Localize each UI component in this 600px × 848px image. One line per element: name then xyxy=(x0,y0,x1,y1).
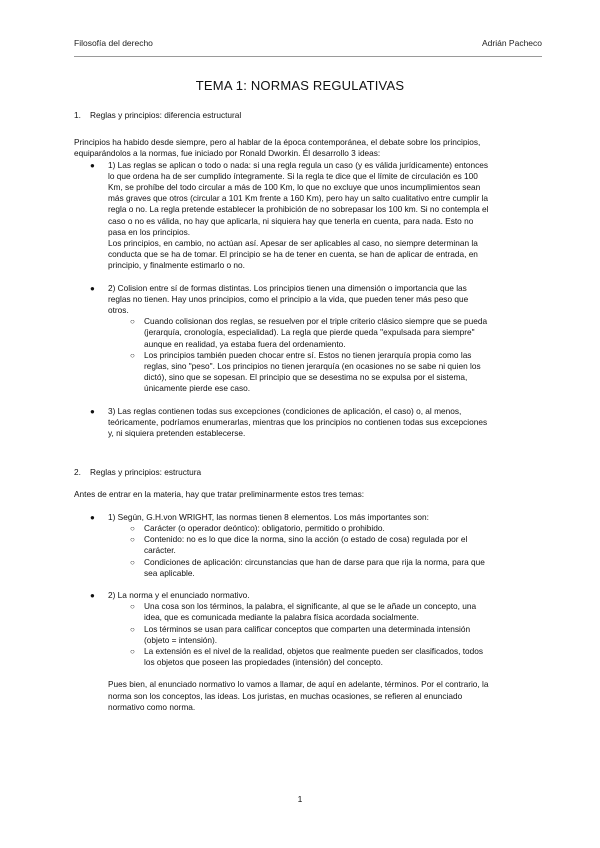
text-line: 1) Las reglas se aplican o todo o nada: si una regla regula un caso (y es válida jurídicamente) entonces xyxy=(108,159,489,170)
section-2-heading xyxy=(74,467,542,478)
text-line: 3) Las reglas contienen todas sus excepciones (condiciones de aplicación, el caso) o, al menos, xyxy=(108,405,462,416)
header-subject: Filosofía del derecho xyxy=(74,38,153,48)
circle-bullet-icon: ○ xyxy=(130,317,135,327)
page-number: 1 xyxy=(297,794,303,804)
header-rule xyxy=(74,56,542,57)
sub-item-principle-collision xyxy=(74,350,542,395)
sub-item-caracter xyxy=(74,523,542,534)
text-line: caso o no es válida, no hay que aplicarla, ni siquiera hay que tenerla en cuenta, para nada. Esto no xyxy=(108,215,474,226)
text-line: principio, y finalmente estimarlo o no. xyxy=(108,260,245,271)
text-line: reglas, sino "peso". Los principios no tienen jerarquía (en ocasiones no se sabe ni quien los xyxy=(144,361,481,372)
text-line: 1) Según, G.H.von WRIGHT, las normas tienen 8 elementos. Los más importantes son: xyxy=(108,511,429,522)
text-line: lo que ordena ha de ser cumplido íntegramente. Si la regla te dice que el límite de circulación es 100 xyxy=(108,170,478,181)
document-body xyxy=(74,110,542,713)
bullet-icon: ● xyxy=(90,283,95,293)
text-line: Los términos se usan para calificar conceptos que comparten una determinada intensión xyxy=(144,623,471,634)
text-line: (objeto = intensión). xyxy=(144,634,218,645)
section-2-title: Reglas y principios: estructura xyxy=(90,467,202,478)
text-line: 2) Colision entre sí de formas distintas. Los principios tienen una dimensión o importancia que las xyxy=(108,282,467,293)
text-line: norma son los conceptos, las ideas. Los juristas, en muchas ocasiones, se refieren al enunciado xyxy=(108,690,463,701)
section-1-heading xyxy=(74,110,542,121)
text-line: Contenido: no es lo que dice la norma, sino la acción (o estado de cosa) regulada por el xyxy=(144,534,468,545)
text-line: Km, se prohíbe del todo circular a más de 100 Km, lo que no excluye que unos incumplimientos sean xyxy=(108,182,481,193)
bullet-icon: ● xyxy=(90,512,95,522)
sub-item-terminos xyxy=(74,601,542,623)
circle-bullet-icon: ○ xyxy=(130,602,135,612)
text-line: únicamente pierde ese caso. xyxy=(144,383,251,394)
closing-paragraph xyxy=(74,679,542,713)
text-line: Los principios, en cambio, no actúan así. Apesar de ser aplicables al caso, no siempre determinan la xyxy=(108,238,478,249)
text-line: idea, que es comunicada mediante la palabra física acordada socialmente. xyxy=(144,612,419,623)
section-2-number: 2. xyxy=(74,467,81,478)
page-title: TEMA 1: NORMAS REGULATIVAS xyxy=(195,78,405,93)
list-item-norma-enunciado xyxy=(74,590,542,601)
text-line: Los principios también pueden chocar entre sí. Estos no tienen jerarquía propia como las xyxy=(144,349,472,360)
list-item-idea-3 xyxy=(74,406,542,440)
text-line: Carácter (o operador deóntico): obligatorio, permitido o prohibido. xyxy=(144,522,385,533)
text-line: Cuando colisionan dos reglas, se resuelven por el triple criterio clásico siempre que se pueda xyxy=(144,316,488,327)
text-line: teóricamente, podríamos enumerarlas, mientras que los principios no contienen todas sus excepciones xyxy=(108,416,488,427)
list-item-wright-elements xyxy=(74,512,542,523)
sub-item-condiciones xyxy=(74,557,542,579)
text-line: sea aplicable. xyxy=(144,567,195,578)
text-line: normativo como norma. xyxy=(108,701,196,712)
text-line: y, ni siquiera pretenden establecerse. xyxy=(108,428,246,439)
circle-bullet-icon: ○ xyxy=(130,557,135,567)
sub-item-intension xyxy=(74,624,542,646)
circle-bullet-icon: ○ xyxy=(130,350,135,360)
text-line: reglas no tienen. Hay unos principios, como el principio a la vida, que pueden tener más peso que xyxy=(108,293,469,304)
circle-bullet-icon: ○ xyxy=(130,523,135,533)
text-line: dictó), sino que se sopesan. El principio que se desestima no se expulsa por el sistema, xyxy=(144,372,468,383)
section-1-title: Reglas y principios: diferencia estructural xyxy=(90,110,242,120)
list-item-idea-2 xyxy=(74,283,542,317)
bullet-icon: ● xyxy=(90,160,95,170)
sub-item-extension xyxy=(74,646,542,668)
text-line: La extensión es el nivel de la realidad, objetos que realmente pueden ser clasificados, todos xyxy=(144,645,484,656)
circle-bullet-icon: ○ xyxy=(130,624,135,634)
text-line: equiparándolos a la normas, fue iniciado por Ronald Dworkin. Él desarrollo 3 ideas: xyxy=(74,148,381,159)
sub-item-contenido xyxy=(74,534,542,556)
text-line: otros. xyxy=(108,305,129,316)
text-line: Una cosa son los términos, la palabra, el significante, al que se le añade un concepto, una xyxy=(144,601,477,612)
bullet-icon: ● xyxy=(90,406,95,416)
text-line: Principios ha habido desde siempre, pero al hablar de la época contemporánea, el debate sobre los principios, xyxy=(74,137,481,148)
text-line: aunque en realidad, ya estaba fuera del ordenamiento. xyxy=(144,338,346,349)
list-item-idea-1 xyxy=(74,160,542,272)
text-line: (jerarquía, cronología, especialidad). La regla que pierde queda "expulsada para siempre" xyxy=(144,327,475,338)
circle-bullet-icon: ○ xyxy=(130,646,135,656)
sub-item-rule-collision xyxy=(74,316,542,350)
section-2-intro: Antes de entrar en la materia, hay que tratar preliminarmente estos tres temas: xyxy=(74,489,365,500)
header-author: Adrián Pacheco xyxy=(481,38,542,48)
bullet-icon: ● xyxy=(90,590,95,600)
text-line: 2) La norma y el enunciado normativo. xyxy=(108,589,250,600)
text-line: Pues bien, al enunciado normativo lo vamos a llamar, de aquí en adelante, términos. Por el contrario, la xyxy=(108,679,489,690)
circle-bullet-icon: ○ xyxy=(130,535,135,545)
text-line: Condiciones de aplicación: circunstancias que han de darse para que rija la norma, para que xyxy=(144,556,485,567)
text-line: más graves que otros (circular a 101 Km frente a 160 Km), pero hay un salto cualitativo entre cumplir la xyxy=(108,193,488,204)
section-1-number: 1. xyxy=(74,110,81,120)
section-1-intro xyxy=(74,137,542,159)
text-line: los objetos que poseen las propiedades (intensión) del concepto. xyxy=(144,657,383,668)
text-line: carácter. xyxy=(144,545,176,556)
text-line: conducta que se ha de tomar. El principio se ha de tener en cuenta, se han de aplicar de entrada, en xyxy=(108,249,478,260)
text-line: pasa en los principios. xyxy=(108,226,191,237)
text-line: regla o no. La regla pretende establecer la prohibición de no sobrepasar los 100 km. Si no contempla el xyxy=(108,204,489,215)
